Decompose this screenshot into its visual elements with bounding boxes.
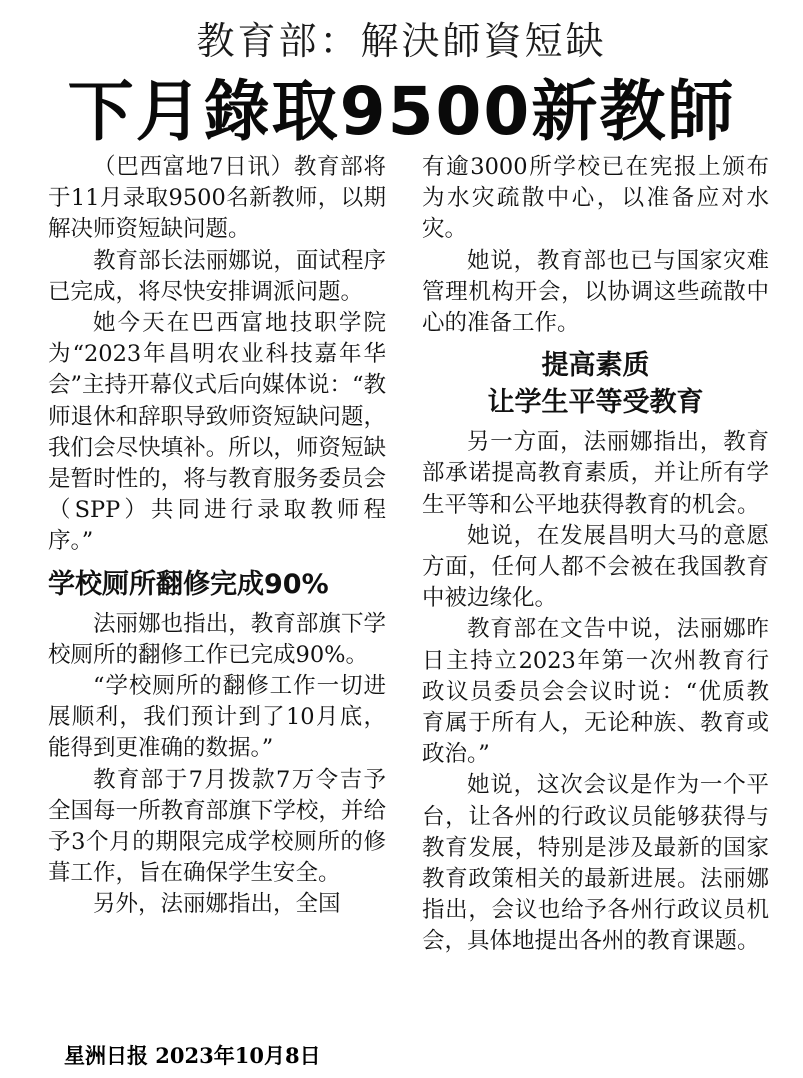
paragraph: 法丽娜也指出，教育部旗下学校厕所的翻修工作已完成90%。 [48,610,386,668]
paragraph: 另外，法丽娜指出，全国 [93,891,341,918]
paragraph-dateline: （巴西富地7日讯）教育部将于11月录取9500名新教师，以期解决师资短缺问题。 [48,154,386,243]
headline-kicker: 教育部：解決師資短缺 [196,19,607,63]
paragraph: 她说，教育部也已与国家灾难管理机构开会，以协调这些疏散中心的准备工作。 [422,247,769,337]
paragraph: 教育部长法丽娜说，面试程序已完成，将尽快安排调派问题。 [48,247,386,305]
subheading-toilet-renovation: 学校厕所翻修完成90% [48,568,329,600]
paragraph: 教育部在文告中说，法丽娜昨日主持立2023年第一次州教育行政议员委员会会议时说：“优质教育属于所有人，无论种族、教育或政治。” [422,616,769,768]
article-right-column [422,152,769,958]
source-credit: 星洲日报 2023年10月8日 [64,1043,321,1068]
paragraph: 她说，在发展昌明大马的意愿方面，任何人都不会被在我国教育中被边缘化。 [422,522,769,612]
paragraph: 另一方面，法丽娜指出，教育部承诺提高教育素质，并让所有学生平等和公平地获得教育的机会。 [422,429,769,518]
paragraph: 她今天在巴西富地技职学院为“2023年昌明农业科技嘉年华会”主持开幕仪式后向媒体说：“教师退休和辞职导致师资短缺问题，我们会尽快填补。所以，师资短缺是暂时性的，将与教育服务委员会（SPP）共同进行录取教师程序。” [48,310,387,555]
subheading-quality-education [422,347,769,421]
paragraph: 她说，这次会议是作为一个平台，让各州的行政议员能够获得与教育发展，特别是涉及最新的国家教育政策相关的最新进展。法丽娜指出，会议也给予各州行政议员机会，具体地提出各州的教育课题。 [422,772,769,955]
paragraph-continued: 有逾3000所学校已在宪报上颁布为水灾疏散中心，以准备应对水灾。 [422,154,769,243]
subheading-line: 提高素质 [541,350,650,382]
paragraph: “学校厕所的翻修工作一切进展顺利，我们预计到了10月底，能得到更准确的数据。” [48,673,386,762]
headline-main: 下月錄取9500新教師 [67,73,736,150]
article-left-column [48,152,386,921]
paragraph: 教育部于7月拨款7万令吉予全国每一所教育部旗下学校，并给予3个月的期限完成学校厕所的修葺工作，旨在确保学生安全。 [48,766,386,887]
subheading-line: 让学生平等受教育 [487,387,704,419]
